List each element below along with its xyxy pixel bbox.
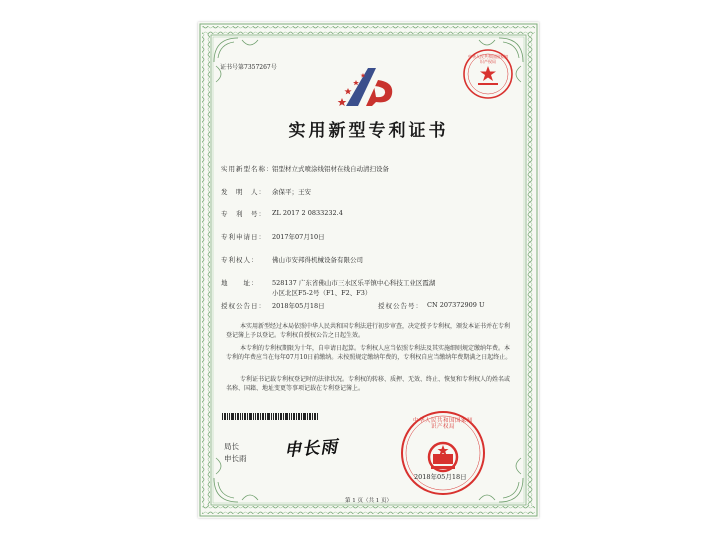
patent-office-emblem-icon	[336, 60, 406, 116]
issue-date: 2018年05月18日	[414, 473, 467, 481]
body-paragraph-2: 本专利的专利权期限为十年，自申请日起算。专利权人应当依照专利法及其实施细则规定缴纳年费。本专利的年费应当在每年07月10日前缴纳。未按照规定缴纳年费的，专利权自应当缴纳年费期满之日起终止。	[226, 345, 512, 362]
grant-date-label: 授权公告日：	[221, 302, 266, 310]
bottom-seal-text: 中华人民共和国国家知识产权局	[413, 418, 474, 430]
body-paragraph-1: 本实用新型经过本局依照中华人民共和国专利法进行初步审查，决定授予专利权，颁发本证书并在专利登记簿上予以登记。专利权自授权公告之日起生效。	[226, 323, 511, 340]
body-paragraph-3: 专利证书记载专利权登记时的法律状况。专利权的转移、质押、无效、终止、恢复和专利权人的姓名或名称、国籍、地址变更等事项记载在专利登记簿上。	[226, 376, 511, 393]
barcode-icon	[222, 413, 318, 420]
patentee-value: 佛山市安邦得机械设备有限公司	[272, 256, 363, 264]
patentee-label: 专利权人：	[221, 256, 259, 264]
page-indicator: 第 1 页（共 1 页）	[345, 498, 392, 504]
utility-model-name-label: 实用新型名称：	[221, 165, 274, 173]
director-title: 局长	[224, 442, 239, 451]
patent-number-value: ZL 2017 2 0833232.4	[272, 209, 343, 217]
grant-number-label: 授权公告号：	[378, 302, 423, 310]
address-value-line1: 528137 广东省佛山市三水区乐平镇中心科技工业区霞湖	[272, 279, 436, 287]
grant-number-value: CN 207372909 U	[427, 301, 485, 309]
utility-model-name-value: 铝型材立式喷涂线铝材在线自动清扫设备	[272, 165, 389, 173]
certificate-title: 实用新型专利证书	[288, 121, 449, 141]
filing-date-value: 2017年07月10日	[272, 233, 325, 241]
certificate-number: 证书号第7357267号	[220, 64, 277, 71]
inventor-label: 发 明 人：	[221, 188, 266, 196]
filing-date-label: 专利申请日：	[221, 233, 266, 241]
director-signature: 申长雨	[283, 437, 339, 461]
patent-number-label: 专 利 号：	[221, 210, 266, 218]
director-name: 申长雨	[224, 454, 247, 463]
address-value-line2: 小区北区F5-2号（F1、F2、F3）	[272, 289, 372, 297]
inventor-value: 余保平；王安	[272, 188, 311, 196]
top-right-seal-text: 中华人民共和国国家知识产权局	[468, 54, 508, 64]
grant-date-value: 2018年05月18日	[272, 302, 325, 310]
address-label: 地 址：	[221, 279, 259, 287]
patent-certificate	[198, 22, 539, 518]
